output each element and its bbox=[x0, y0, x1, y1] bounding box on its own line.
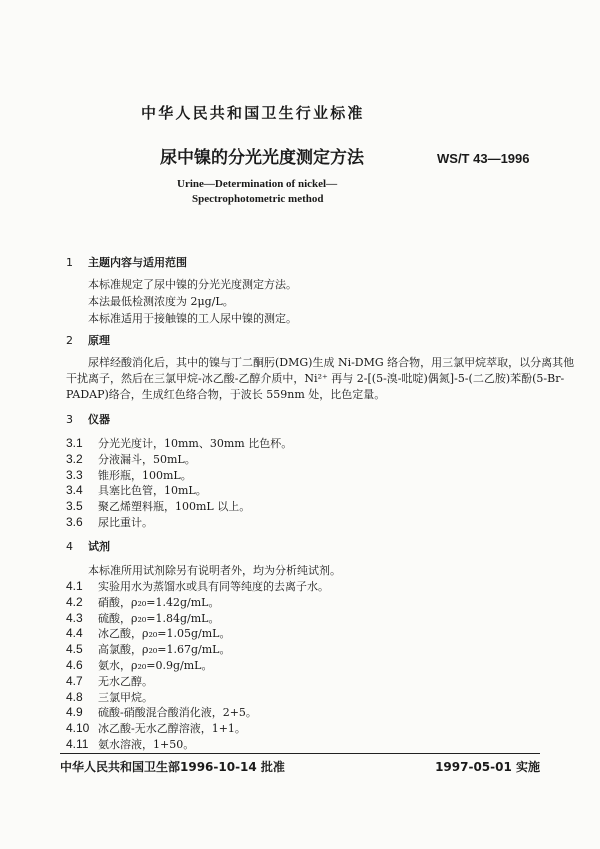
list-item bbox=[66, 484, 207, 496]
item-text: 聚乙烯塑料瓶，100mL 以上。 bbox=[98, 500, 251, 514]
paragraph-line: 干扰离子，然后在三氯甲烷-冰乙酸-乙醇介质中，Ni²⁺ 再与 2-[(5-溴-吡啶)偶氮]-5-(二乙胺)苯酚(5-Br- bbox=[66, 372, 565, 385]
paragraph-line: 本法最低检测浓度为 2μg/L。 bbox=[88, 295, 234, 308]
item-text: 实验用水为蒸馏水或具有同等纯度的去离子水。 bbox=[98, 580, 329, 593]
item-text: 氨水，ρ₂₀=0.9g/mL。 bbox=[98, 659, 213, 672]
item-text: 冰乙酸-无水乙醇溶液，1+1。 bbox=[98, 722, 246, 736]
item-text: 冰乙酸，ρ₂₀=1.05g/mL。 bbox=[98, 627, 231, 641]
footer-divider bbox=[60, 753, 540, 754]
section-number: 4 bbox=[66, 540, 73, 553]
item-number: 3.1 bbox=[66, 436, 83, 450]
paragraph-line: 本标准所用试剂除另有说明者外，均为分析纯试剂。 bbox=[88, 564, 341, 577]
item-number: 4.10 bbox=[66, 721, 90, 736]
standard-category-header: 中华人民共和国卫生行业标准 bbox=[141, 104, 365, 122]
list-item bbox=[66, 596, 219, 608]
item-text: 尿比重计。 bbox=[98, 516, 153, 529]
item-number: 4.2 bbox=[66, 594, 83, 609]
item-number: 3.2 bbox=[66, 451, 83, 466]
standard-code: WS/T 43—1996 bbox=[437, 151, 530, 166]
paragraph-line: PADAP)络合，生成红色络合物，于波长 559nm 处，比色定量。 bbox=[66, 388, 386, 401]
item-text: 高氯酸，ρ₂₀=1.67g/mL。 bbox=[98, 643, 231, 657]
item-number: 3.4 bbox=[66, 483, 83, 498]
section-number: 2 bbox=[66, 334, 73, 347]
list-item bbox=[66, 706, 257, 718]
item-text: 三氯甲烷。 bbox=[98, 690, 153, 704]
list-item bbox=[66, 659, 212, 671]
item-number: 4.3 bbox=[66, 610, 83, 625]
section-heading-3 bbox=[66, 414, 110, 425]
list-item bbox=[66, 437, 292, 449]
list-item bbox=[66, 500, 250, 512]
list-item bbox=[66, 580, 329, 592]
item-text: 分液漏斗，50mL。 bbox=[98, 452, 196, 466]
list-item bbox=[66, 643, 230, 655]
paragraph-line: 本标准规定了尿中镍的分光光度测定方法。 bbox=[88, 278, 297, 291]
item-number: 4.6 bbox=[66, 658, 83, 672]
item-number: 4.8 bbox=[66, 689, 83, 704]
item-text: 硝酸，ρ₂₀=1.42g/mL。 bbox=[98, 595, 220, 609]
item-text: 硫酸-硝酸混合酸消化液，2+5。 bbox=[98, 706, 257, 720]
item-number: 4.1 bbox=[66, 579, 83, 593]
item-number: 4.7 bbox=[66, 673, 83, 688]
section-number: 1 bbox=[66, 256, 73, 269]
item-number: 4.5 bbox=[66, 642, 83, 657]
english-title-line-2: Spectrophotometric method bbox=[192, 193, 324, 205]
section-heading-4 bbox=[66, 541, 110, 552]
list-item bbox=[66, 722, 246, 734]
list-item bbox=[66, 453, 196, 465]
section-title: 主题内容与适用范围 bbox=[88, 256, 187, 269]
list-item bbox=[66, 469, 192, 481]
item-text: 硫酸，ρ₂₀=1.84g/mL。 bbox=[98, 611, 220, 625]
english-title-line-1: Urine—Determination of nickel— bbox=[177, 178, 338, 190]
item-number: 3.6 bbox=[66, 515, 83, 529]
item-text: 具塞比色管，10mL。 bbox=[98, 484, 207, 498]
item-text: 氨水溶液，1+50。 bbox=[98, 738, 195, 751]
item-number: 3.5 bbox=[66, 499, 83, 514]
list-item bbox=[66, 627, 230, 639]
document-title: 尿中镍的分光光度测定方法 bbox=[160, 148, 364, 168]
item-number: 4.11 bbox=[66, 737, 89, 751]
item-number: 4.4 bbox=[66, 626, 83, 641]
list-item bbox=[66, 675, 153, 687]
list-item bbox=[66, 612, 219, 624]
effective-date: 1997-05-01 实施 bbox=[435, 760, 540, 774]
section-number: 3 bbox=[66, 413, 73, 426]
section-heading-2 bbox=[66, 335, 110, 346]
section-heading-1 bbox=[66, 257, 187, 268]
item-number: 4.9 bbox=[66, 705, 83, 720]
list-item bbox=[66, 691, 153, 703]
item-text: 分光光度计，10mm、30mm 比色杯。 bbox=[98, 437, 293, 450]
approval-note: 中华人民共和国卫生部1996-10-14 批准 bbox=[60, 760, 285, 774]
item-text: 无水乙醇。 bbox=[98, 674, 153, 688]
paragraph-line: 本标准适用于接触镍的工人尿中镍的测定。 bbox=[88, 312, 297, 325]
item-text: 锥形瓶，100mL。 bbox=[98, 468, 192, 482]
paragraph-line: 尿样经酸消化后，其中的镍与丁二酮肟(DMG)生成 Ni-DMG 络合物，用三氯甲烷萃取，以分离其他 bbox=[88, 356, 575, 369]
section-title: 试剂 bbox=[88, 540, 110, 553]
section-title: 原理 bbox=[88, 334, 110, 347]
item-number: 3.3 bbox=[66, 467, 83, 482]
section-title: 仪器 bbox=[88, 413, 110, 426]
list-item bbox=[66, 738, 194, 750]
list-item bbox=[66, 516, 153, 528]
